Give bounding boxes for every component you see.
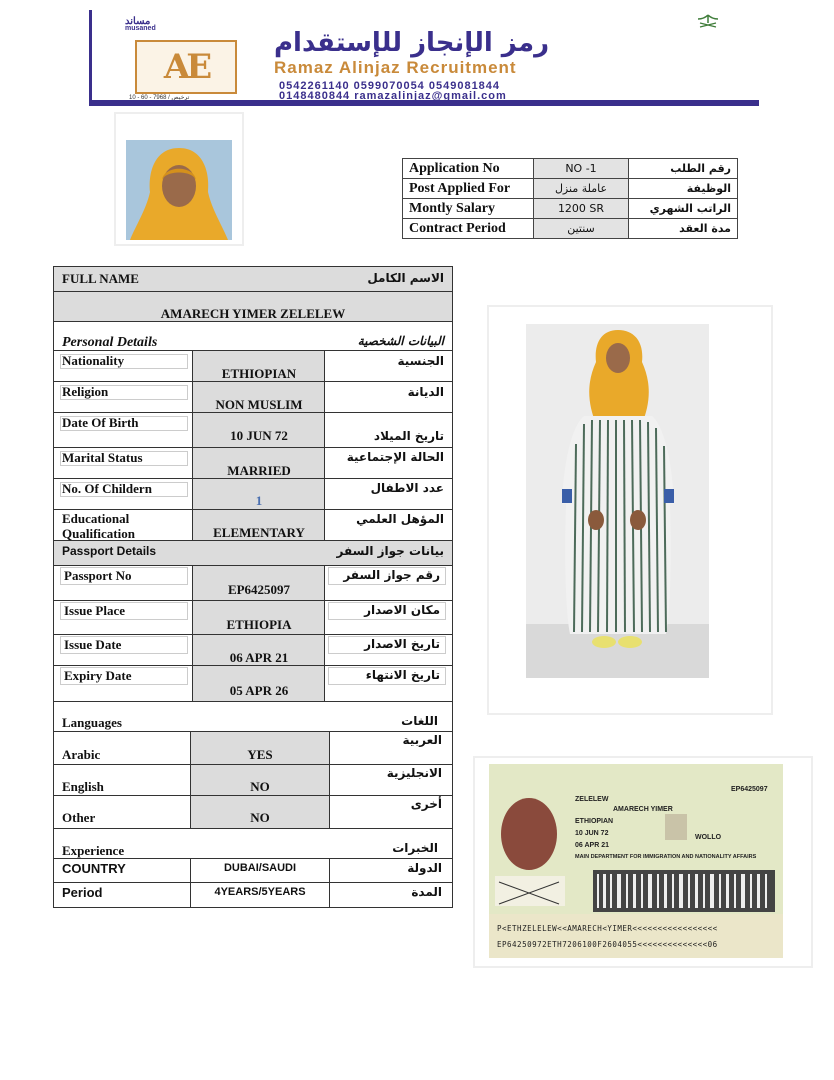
passport-copy-dob: 10 JUN 72 [575, 830, 609, 837]
personal-details-label: Personal Details [62, 335, 158, 350]
religion-row [54, 382, 452, 413]
contract-period-label: Contract Period [403, 219, 534, 239]
expiry-date-label-ar: تاريخ الانتهاء [365, 668, 440, 682]
english-label-ar: الانجليزية [386, 766, 442, 780]
company-logo-letters: AE [163, 47, 209, 87]
company-name-ar: رمز الإنجاز للإستقدام [274, 28, 550, 58]
nationality-row [54, 351, 452, 382]
full-name-value: AMARECH YIMER ZELELEW [160, 306, 346, 321]
country-value: DUBAI/SAUDI [223, 862, 297, 874]
salary-label: Montly Salary [403, 199, 534, 219]
issue-date-label-ar: تاريخ الاصدار [364, 637, 440, 651]
salary-label-ar: الراتب الشهري [629, 199, 738, 219]
religion-label: Religion [62, 384, 109, 399]
contract-period-label-ar: مدة العقد [629, 219, 738, 239]
languages-label: Languages [62, 715, 122, 730]
passport-copy [473, 756, 813, 968]
languages-label-ar: اللغات [401, 714, 438, 728]
musaned-logo [125, 16, 156, 32]
experience-period-row [54, 883, 452, 907]
table-row [403, 199, 738, 219]
portrait-image [126, 140, 232, 240]
license-number: ترخيص / 7968 - 60 - 10 [129, 95, 190, 101]
education-label: Educational Qualification [62, 511, 135, 541]
issue-date-value: 06 APR 21 [229, 650, 289, 665]
country-label-ar: الدولة [407, 861, 442, 875]
language-arabic-row [54, 732, 452, 765]
experience-label: Experience [62, 843, 125, 858]
marital-status-value: MARRIED [227, 463, 291, 478]
contract-period-value: سنتين [534, 219, 629, 239]
arabic-value: YES [247, 747, 273, 762]
passport-no-label-ar: رقم جواز السفر [343, 568, 440, 582]
education-value: ELEMENTARY [213, 525, 305, 540]
education-row [54, 510, 452, 541]
post-applied-label: Post Applied For [403, 179, 534, 199]
personal-details-header [54, 322, 452, 351]
passport-details-header [54, 541, 452, 566]
passport-copy-issue: 06 APR 21 [575, 842, 609, 849]
application-no-label-ar: رقم الطلب [629, 159, 738, 179]
company-name-en: Ramaz Alinjaz Recruitment [274, 58, 517, 77]
issue-place-label-ar: مكان الاصدار [364, 603, 440, 617]
country-label: COUNTRY [62, 861, 126, 876]
full-name-header [54, 267, 452, 292]
nationality-value: ETHIOPIAN [221, 366, 297, 381]
language-other-row [54, 796, 452, 829]
children-label-ar: عدد الاطفال [370, 481, 444, 495]
passport-copy-number: EP6425097 [731, 786, 768, 793]
personal-details-label-ar: البيانات الشخصية [357, 334, 444, 348]
other-value: NO [250, 810, 270, 825]
nationality-label: Nationality [62, 353, 125, 368]
arabic-label-ar: العربية [402, 733, 442, 747]
dob-value: 10 JUN 72 [230, 428, 288, 443]
issue-date-row [54, 635, 452, 666]
table-row [403, 219, 738, 239]
experience-country-row [54, 859, 452, 883]
english-value: NO [250, 779, 270, 794]
musaned-logo-ar: مساند [125, 16, 151, 27]
application-table [402, 158, 738, 239]
salary-value: 1200 SR [534, 199, 629, 219]
full-body-photo [487, 305, 773, 715]
full-body-image [526, 324, 709, 678]
issue-place-label: Issue Place [64, 603, 126, 618]
full-name-label-ar: الاسم الكامل [367, 271, 444, 285]
dob-label-ar: تاريخ الميلاد [373, 429, 444, 443]
marital-status-row [54, 448, 452, 479]
passport-details-label-ar: بيانات جواز السفر [336, 544, 444, 558]
languages-header [54, 702, 452, 732]
expiry-date-value: 05 APR 26 [229, 683, 289, 698]
application-no-value: NO -1 [534, 159, 629, 179]
arabic-label: Arabic [62, 747, 101, 762]
contact-email: 0148480844 ramazalinjaz@gmail.com [279, 90, 507, 102]
dob-row [54, 413, 452, 448]
children-row [54, 479, 452, 510]
passport-copy-given: AMARECH YIMER [613, 806, 673, 813]
passport-copy-nationality: ETHIOPIAN [575, 818, 614, 825]
experience-header [54, 829, 452, 859]
education-label-ar: المؤهل العلمي [356, 512, 444, 526]
period-label: Period [62, 885, 103, 900]
header-banner [89, 10, 759, 106]
full-name-row [54, 292, 452, 322]
passport-mrz-line-1: P<ETHZELELEW<<AMARECH<YIMER<<<<<<<<<<<<<<<<< [497, 924, 718, 933]
table-row [403, 179, 738, 199]
company-logo [135, 40, 237, 94]
experience-label-ar: الخبرات [392, 841, 438, 855]
marital-status-label: Marital Status [62, 450, 143, 465]
passport-image [489, 764, 783, 958]
banner-accent-bar [89, 10, 92, 100]
passport-details-label: Passport Details [62, 544, 157, 558]
issue-date-label: Issue Date [64, 637, 122, 652]
details-form [53, 266, 453, 908]
passport-copy-authority: MAIN DEPARTMENT FOR IMMIGRATION AND NATIONALITY AFFAIRS [575, 854, 757, 860]
marital-status-label-ar: الحالة الإجتماعية [346, 450, 444, 464]
dob-label: Date Of Birth [62, 415, 139, 430]
post-applied-value: عاملة منزل [534, 179, 629, 199]
other-label: Other [62, 810, 96, 825]
portrait-photo [114, 112, 244, 246]
period-label-ar: المدة [411, 885, 442, 899]
children-label: No. Of Childern [62, 481, 152, 496]
full-name-label: FULL NAME [62, 271, 139, 286]
language-english-row [54, 765, 452, 796]
other-label-ar: أخرى [410, 797, 442, 811]
religion-label-ar: الديانة [407, 385, 444, 399]
issue-place-value: ETHIOPIA [226, 617, 292, 632]
saudi-crest-icon [691, 13, 725, 31]
passport-no-label: Passport No [64, 568, 132, 583]
table-row [403, 159, 738, 179]
english-label: English [62, 779, 104, 794]
passport-copy-place: WOLLO [695, 834, 722, 841]
issue-place-row [54, 601, 452, 635]
passport-copy-surname: ZELELEW [575, 796, 609, 803]
phone-numbers: 0542261140 0599070054 0549081844 [279, 80, 501, 92]
passport-mrz-line-2: EP64250972ETH7206100F2604055<<<<<<<<<<<<<<06 [497, 940, 718, 949]
period-value: 4YEARS/5YEARS [214, 886, 306, 898]
expiry-date-label: Expiry Date [64, 668, 132, 683]
passport-no-value: EP6425097 [227, 582, 291, 597]
application-no-label: Application No [403, 159, 534, 179]
religion-value: NON MUSLIM [215, 397, 303, 412]
post-applied-label-ar: الوظيفة [629, 179, 738, 199]
passport-no-row [54, 566, 452, 601]
children-value: 1 [255, 493, 263, 508]
nationality-label-ar: الجنسية [397, 354, 444, 368]
expiry-date-row [54, 666, 452, 702]
musaned-logo-en: musaned [125, 25, 156, 32]
